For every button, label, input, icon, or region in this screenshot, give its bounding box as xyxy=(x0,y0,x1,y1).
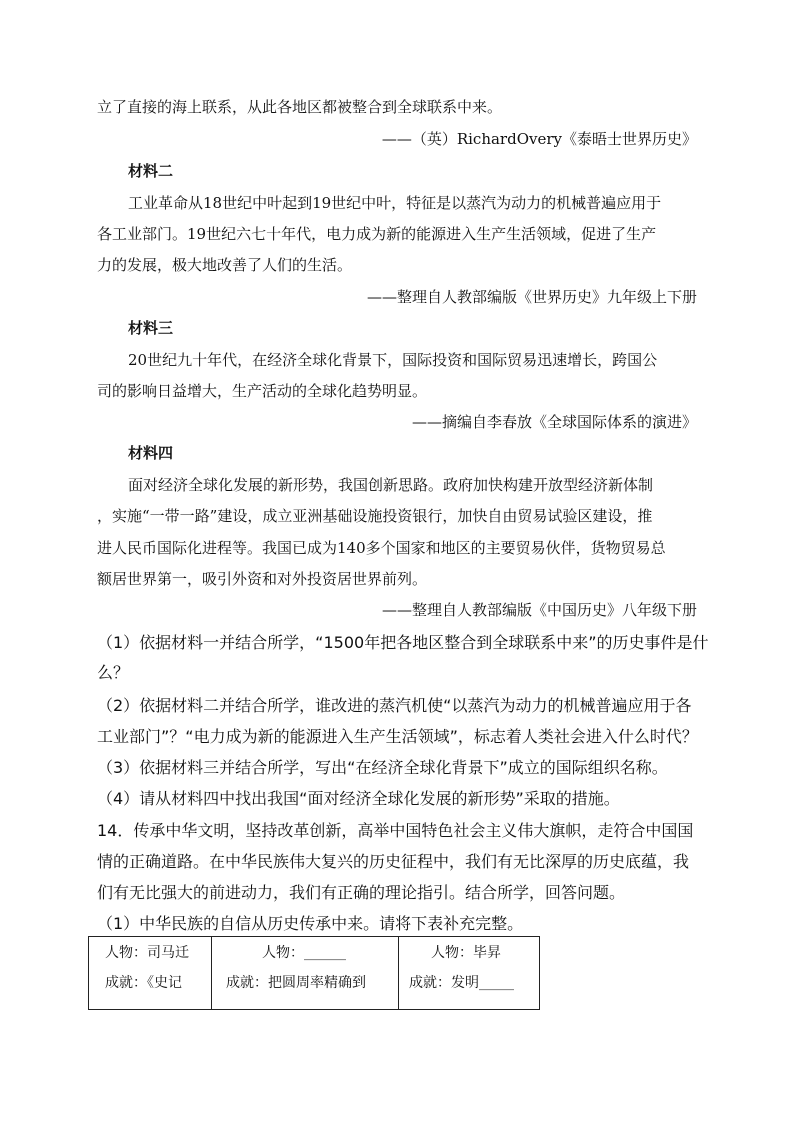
material2-line: 工业革命从18世纪中叶起到19世纪中叶，特征是以蒸汽为动力的机械普遍应用于 xyxy=(128,194,662,212)
material3-line: 司的影响日益增大，生产活动的全球化趋势明显。 xyxy=(97,382,428,400)
question-14-line: 们有无比强大的前进动力，我们有正确的理论指引。结合所学，回答问题。 xyxy=(97,883,626,902)
material2-source: ——整理自人教部编版《世界历史》九年级上下册 xyxy=(366,288,697,306)
question-13-2-cont: 工业部门”？“电力成为新的能源进入生产生活领域”，标志着人类社会进入什么时代？ xyxy=(97,727,698,746)
cell-achievement: 成就：发明_____ xyxy=(409,975,514,991)
cell-achievement: 成就：《史记 xyxy=(105,975,182,991)
material3-source: ——摘编自李春放《全球国际体系的演进》 xyxy=(411,413,697,431)
material4-line: 进人民币国际化进程等。我国已成为140多个国家和地区的主要贸易伙伴，货物贸易总 xyxy=(97,539,666,557)
cell-person: 人物：司马迁 xyxy=(105,945,189,961)
question-13-1: （1）依据材料一并结合所学，“1500年把各地区整合到全球联系中来”的历史事件是什 xyxy=(97,633,709,652)
question-13-2: （2）依据材料二并结合所学，谁改进的蒸汽机使“以蒸汽为动力的机械普遍应用于各 xyxy=(97,696,692,715)
material2-line: 力的发展，极大地改善了人们的生活。 xyxy=(97,256,353,274)
table-cell xyxy=(399,937,540,1010)
material1-source: ——（英）RichardOvery《泰晤士世界历史》 xyxy=(381,130,697,148)
material3-line: 20世纪九十年代，在经济全球化背景下，国际投资和国际贸易迅速增长，跨国公 xyxy=(128,351,658,369)
table-row xyxy=(89,937,540,1010)
material4-title: 材料四 xyxy=(128,444,174,462)
question-14-sub1: （1）中华民族的自信从历史传承中来。请将下表补充完整。 xyxy=(97,914,524,933)
material2-line: 各工业部门。19世纪六七十年代，电力成为新的能源进入生产生活领域，促进了生产 xyxy=(97,225,657,243)
material1-tail: 立了直接的海上联系，从此各地区都被整合到全球联系中来。 xyxy=(97,98,503,116)
table-cell xyxy=(212,937,399,1010)
material2-title: 材料二 xyxy=(128,162,174,180)
material4-line: 额居世界第一，吸引外资和对外投资居世界前列。 xyxy=(97,570,428,588)
fill-in-table xyxy=(88,936,540,1010)
question-13-4: （4）请从材料四中找出我国“面对经济全球化发展的新形势”采取的措施。 xyxy=(97,789,620,808)
material4-line: 面对经济全球化发展的新形势，我国创新思路。政府加快构建开放型经济新体制 xyxy=(128,476,654,494)
question-13-3: （3）依据材料三并结合所学，写出“在经济全球化背景下”成立的国际组织名称。 xyxy=(97,758,668,777)
question-13-1-cont: 么？ xyxy=(97,663,130,682)
material3-title: 材料三 xyxy=(128,319,174,337)
cell-person: 人物：______ xyxy=(262,945,346,961)
question-14-line: 14．传承中华文明，坚持改革创新，高举中国特色社会主义伟大旗帜，走符合中国国 xyxy=(97,821,694,840)
material4-line: ，实施“一带一路”建设，成立亚洲基础设施投资银行，加快自由贸易试验区建设，推 xyxy=(97,507,653,525)
table-cell xyxy=(89,937,212,1010)
cell-achievement: 成就：把圆周率精确到 xyxy=(226,975,366,991)
cell-person: 人物：毕昇 xyxy=(431,945,501,961)
question-14-line: 情的正确道路。在中华民族伟大复兴的历史征程中，我们有无比深厚的历史底蕴，我 xyxy=(97,852,690,871)
material4-source: ——整理自人教部编版《中国历史》八年级下册 xyxy=(381,601,697,619)
